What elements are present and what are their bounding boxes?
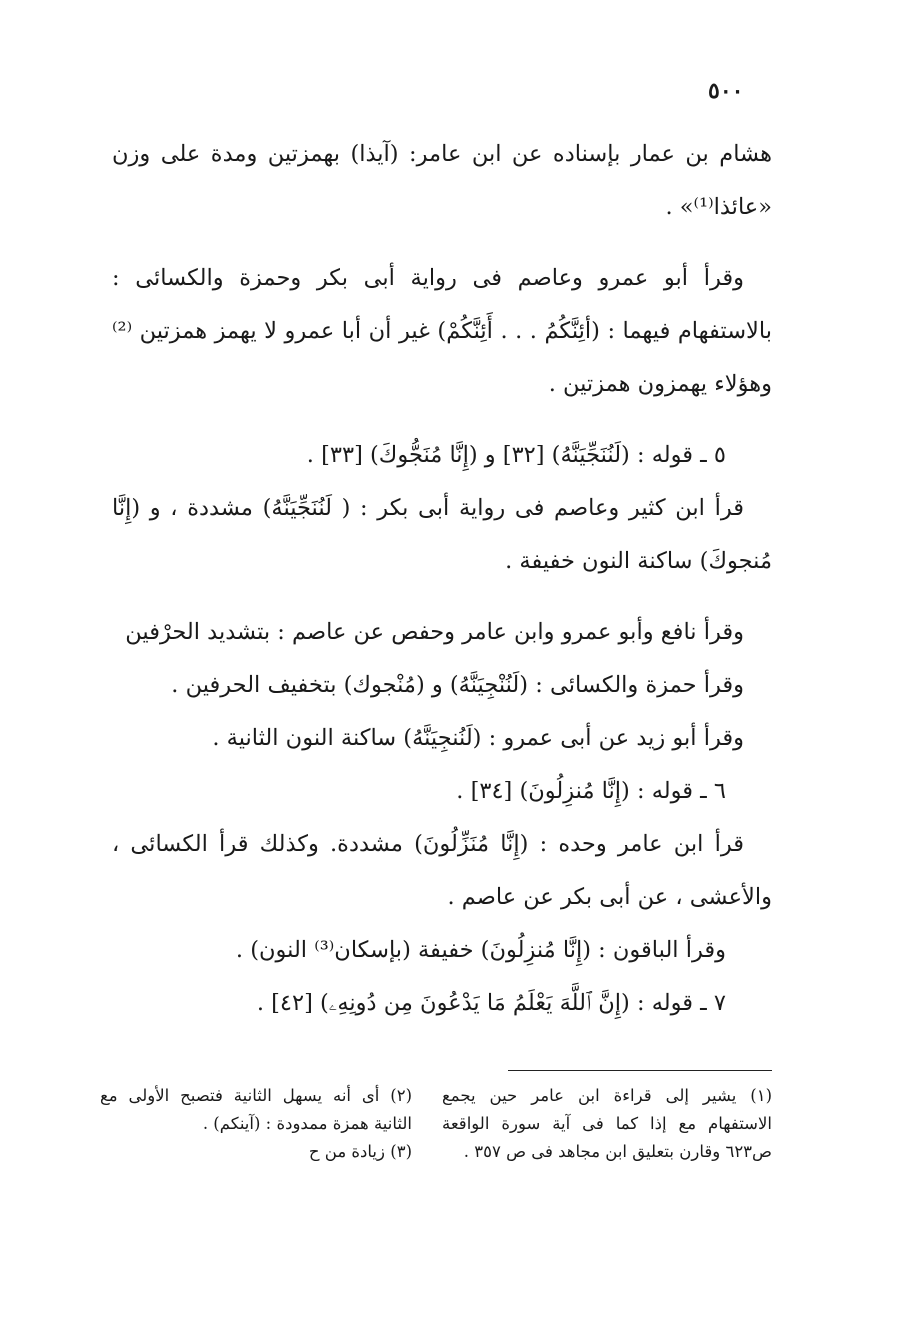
paragraph-5: وقرأ نافع وأبو عمرو وابن عامر وحفص عن عاصم : بتشديد الحرْفين — [125, 619, 744, 645]
paragraph-9: قرأ ابن عامر وحده : (إِنَّا مُنَزِّلُونَ) مشددة. وكذلك قرأ الكسائى ، والأعشى ، عن أبى بكر عن عاصم . — [112, 831, 772, 910]
body-text — [112, 128, 772, 1030]
paragraph-2: وقرأ أبو عمرو وعاصم فى رواية أبى بكر وحمزة والكسائى : بالاستفهام فيهما : (أئِنَّكُمُ . . . أَئِنَّكُمْ) غير أن أبا عمرو لا يهمز همزتين ⁽²⁾ وهؤلاء يهمزون همزتين . — [112, 265, 772, 397]
paragraph-3-verse-5: ٥ ـ قوله : (لَنُنَجِّيَنَّهُ) [٣٢] و (إِنَّا مُنَجُّوكَ) [٣٣] . — [306, 442, 726, 468]
footnote-2: (٢) أى أنه يسهل الثانية فتصبح الأولى مع الثانية همزة ممدودة : (آينكم) . — [100, 1086, 412, 1133]
paragraph-4: قرأ ابن كثير وعاصم فى رواية أبى بكر : ( لَنُنَجِّيَنَّهُ) مشددة ، و (إِنَّا مُنجوكَ) ساكنة النون خفيفة . — [112, 495, 772, 574]
footnote-column-left — [100, 1082, 412, 1166]
page-number: ٥٠٠ — [708, 78, 744, 104]
footnote-3: (٣) زيادة من ح — [308, 1142, 412, 1161]
paragraph-8-verse-6: ٦ ـ قوله : (إِنَّا مُنزِلُونَ) [٣٤] . — [456, 778, 726, 804]
paragraph-10: وقرأ الباقون : (إِنَّا مُنزِلُونَ) خفيفة (بإسكان⁽³⁾ النون) . — [235, 937, 726, 963]
footnote-column-right — [442, 1082, 772, 1166]
paragraph-6: وقرأ حمزة والكسائى : (لَنُنْجِيَنَّهُ) و (مُنْجوك) بتخفيف الحرفين . — [171, 672, 744, 698]
paragraph-11-verse-7: ٧ ـ قوله : (إِنَّ ٱللَّهَ يَعْلَمُ مَا يَدْعُونَ مِن دُونِهِۦ) [٤٢] . — [256, 990, 726, 1016]
footnote-divider — [508, 1070, 772, 1071]
paragraph-1: هشام بن عمار بإسناده عن ابن عامر: (آيذا) بهمزتين ومدة على وزن «عائذا⁽¹⁾» . — [112, 141, 772, 220]
paragraph-7: وقرأ أبو زيد عن أبى عمرو : (لَنُنجِيَنَّهُ) ساكنة النون الثانية . — [212, 725, 744, 751]
footnote-1: (١) يشير إلى قراءة ابن عامر حين يجمع الاستفهام مع إذا كما فى آية سورة الواقعة ص٦٢٣ وقارن بتعليق ابن مجاهد فى ص ٣٥٧ . — [442, 1086, 772, 1161]
